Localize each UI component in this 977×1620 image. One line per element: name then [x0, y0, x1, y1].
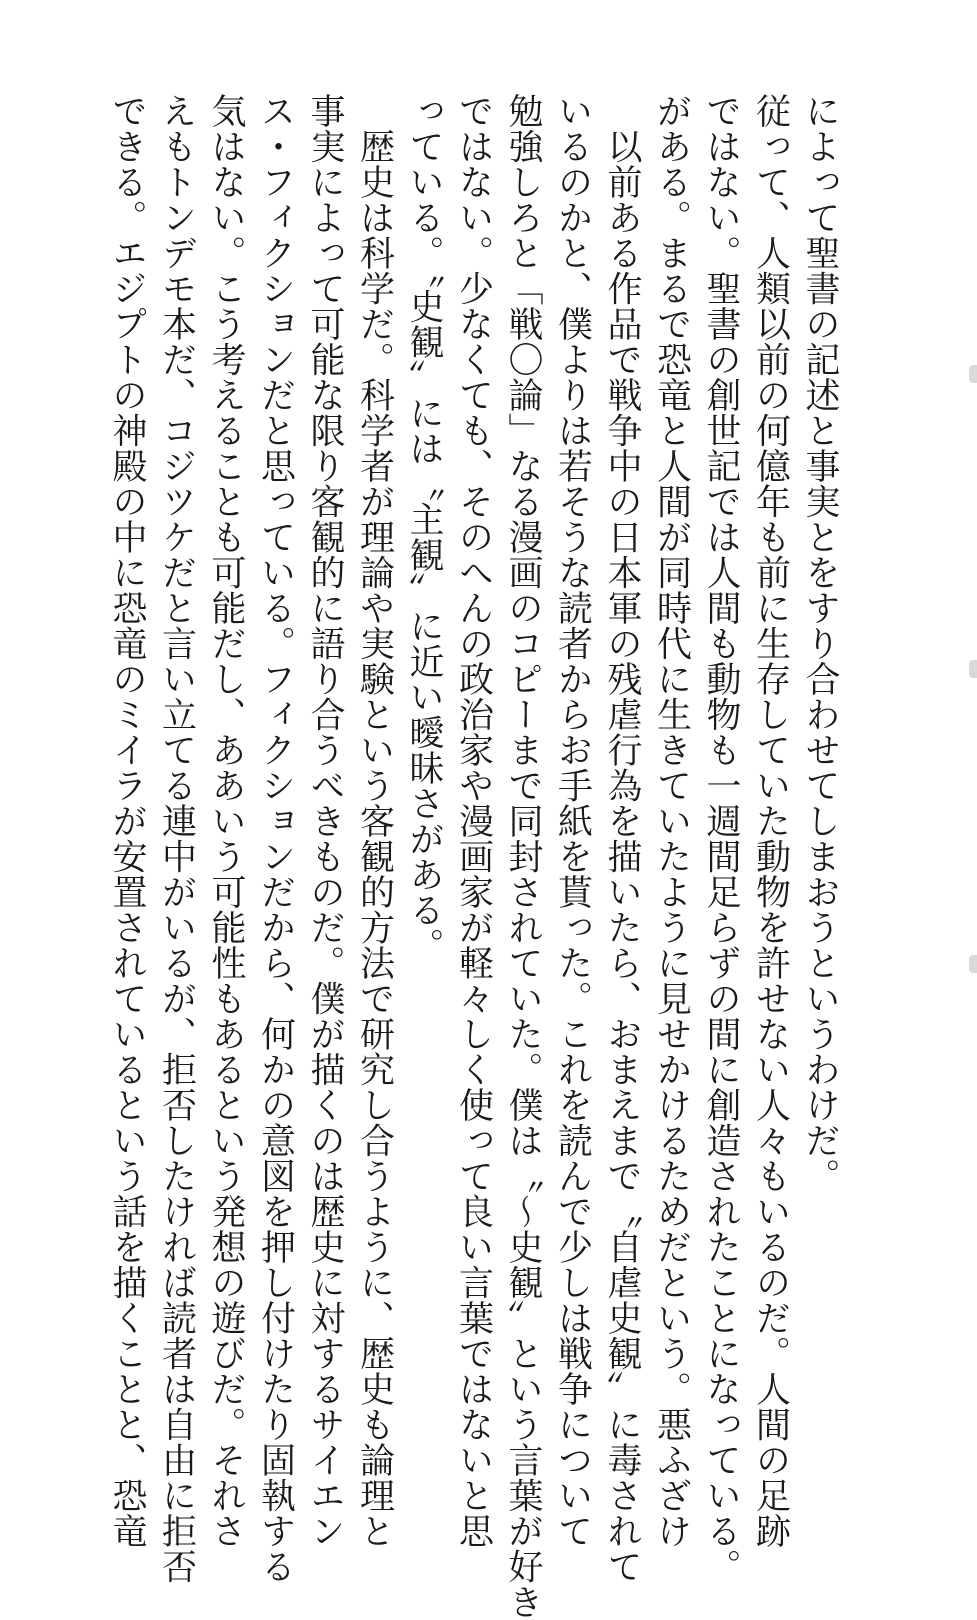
text-line: 従って、人類以前の何億年も前に生存していた動物を許せない人々もいるのだ。人間の足跡 — [750, 93, 791, 1549]
text-line: えもトンデモ本だ、コジツケだと言い立てる連中がいるが、拒否したければ読者は自由に拒否 — [156, 93, 197, 1584]
text-line: っている。〝史観〟には〝主観〟に近い曖昧さがある。 — [404, 93, 444, 963]
text-line: 以前ある作品で戦争中の日本軍の残虐行為を描いたら、おまえまで〝自虐史観〟に毒されて — [602, 93, 642, 1584]
text-line: 気はない。こう考えることも可能だし、ああいう可能性もあるという発想の遊びだ。それさ — [206, 93, 246, 1549]
page-edge-mark — [969, 660, 977, 678]
text-line: 勉強しろと「戦〇論」なる漫画のコピーまで同封されていた。僕は〝〜史観〟という言葉が好き — [503, 93, 543, 1620]
text-line: 歴史は科学だ。科学者が理論や実験という客観的方法で研究し合うように、歴史も論理と — [354, 93, 395, 1549]
text-line: できる。エジプトの神殿の中に恐竜のミイラが安置されているという話を描くことと、恐竜 — [107, 93, 147, 1549]
page-edge-mark — [969, 955, 977, 973]
text-line: ではない。聖書の創世記では人間も動物も一週間足らずの間に創造されたことになっている。 — [701, 93, 741, 1584]
text-line: がある。まるで恐竜と人間が同時代に生きていたように見せかけるためだという。悪ふざけ — [651, 93, 692, 1549]
vertical-text-body — [102, 93, 845, 1620]
page-edge-mark — [969, 365, 977, 383]
text-line: いるのかと、僕よりは若そうな読者からお手紙を貰った。これを読んで少しは戦争について — [552, 93, 593, 1549]
text-line: ではない。少なくても、そのへんの政治家や漫画家が軽々しく使って良い言葉ではないと思 — [453, 93, 494, 1549]
text-line: ス・フィクションだと思っている。フィクションだから、何かの意図を押し付けたり固執する — [255, 93, 296, 1584]
text-line: 事実によって可能な限り客観的に語り合うべきものだ。僕が描くのは歴史に対するサイエン — [305, 93, 345, 1549]
text-line: によって聖書の記述と事実とをすり合わせてしまおうというわけだ。 — [800, 93, 840, 1194]
